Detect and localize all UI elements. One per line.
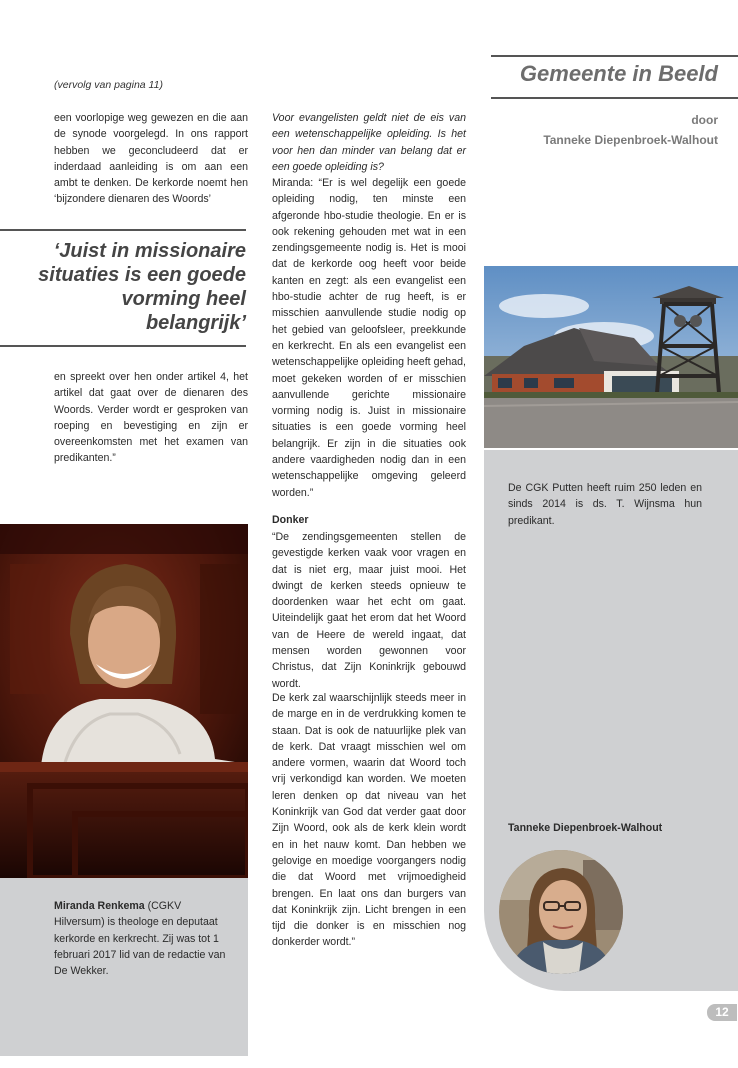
rubric-top-rule xyxy=(491,55,738,57)
rubric-bottom-rule xyxy=(491,97,738,99)
pull-quote: ‘Juist in missionaire situaties is een goede vorming heel belangrijk’ xyxy=(38,240,246,334)
author-caption: Tanneke Diepenbroek-Walhout xyxy=(508,822,663,834)
byline-door: door xyxy=(691,113,718,127)
interview-answer: Miranda: “Er is wel degelijk een goede opleiding nodig, ten minste een afgeronde hbo-studie theologie. En er is ook rekening gehouden met wat in een zendingsgemeente nodig is. Het is mooi dat de kerkorde oog heeft voor beide kanten en zegt: als een evangelist een hbo-studie achter de rug heeft, is er misschien aanvullende studie nodig op het gebied van geloofsleer, preekkunde en kerkrecht. En als een evangelist een wetenschappelijke opleiding heeft gehad, moet gekeken worden of er misschien aanvullende gerichte missionaire vorming nodig is. Juist in missionaire situaties is een goede vorming heel belangrijk. Er zijn in die situaties ook andere vaardigheden nodig dan in een wetenschappelijke omgeving geleerd worden.” xyxy=(272,177,466,499)
byline-author: Tanneke Diepenbroek-Walhout xyxy=(543,133,718,147)
column1-bottom-text: en spreekt over hen onder artikel 4, het artikel dat gaat over de dienaren des Woords. Verder wordt er gesproken van roeping en bevestiging en zijn er overeenkomsten met het examen van predikanten.” xyxy=(54,371,248,465)
column2-paragraph-2: De kerk zal waarschijnlijk steeds meer in de marge en in de verdrukking komen te staan. Dat is ook de natuurlijke plek van de kerk. Dat vraagt misschien wel om andere vormen, waarin dat Woord toch vrij verkondigd kan worden. We moeten leren denken op dat niveau van het Koninkrijk van God dat verder gaat door Zijn Woord, ook als de kerk klein wordt en in het nauw komt. Dan hebben we gelovige en moedige voorgangers nodig die dat Woord met vrijmoedigheid brengen. En laat ons dan burgers van dat Koninkrijk zijn. Licht brengen in een tijd die donker is en misschien nog donkerder wordt.” xyxy=(272,692,466,949)
pull-quote-top-rule xyxy=(0,229,246,231)
caption-left-name: Miranda Renkema xyxy=(54,900,145,912)
portrait-photo xyxy=(0,524,248,878)
continued-note: (vervolg van pagina 11) xyxy=(54,79,163,91)
page-number: 12 xyxy=(707,1004,737,1021)
column2-paragraph-1: “De zendingsgemeenten stellen de gevestigde kerken vaak voor vragen en dat is niet erg, maar juist mooi. Het dwingt de kerken steeds opnieuw te doordenken waar het echt om gaat. Uiteindelijk gaat het erom dat het Woord van de Heere de wereld ingaat, dat mensen worden gewonnen voor Christus, dat Zijn Koninkrijk gebouwd wordt. xyxy=(272,531,466,690)
portrait-photo-image xyxy=(0,524,248,878)
caption-left-text: (CGKV Hilversum) is theologe en deputaat kerkorde en kerkrecht. Zij was tot 1 februari 2017 lid van de redactie van De Wekker. xyxy=(54,900,226,978)
interview-question: Voor evangelisten geldt niet de eis van een wetenschappelijke opleiding. Is het voor hen dan minder van belang dat er een goede opleiding is? xyxy=(272,112,466,173)
column1-top-text: een voorlopige weg gewezen en die aan de synode voorgelegd. In ons rapport hebben we geconcludeerd dat er inderdaad aanleiding is om aan een ambt te denken. De kerkorde noemt hen ‘bijzondere dienaren des Woords’ xyxy=(54,112,248,206)
rubric-title: Gemeente in Beeld xyxy=(519,61,718,86)
author-portrait-image xyxy=(499,850,623,974)
caption-right: De CGK Putten heeft ruim 250 leden en sinds 2014 is ds. T. Wijnsma hun predikant. xyxy=(508,482,702,527)
section-heading: Donker xyxy=(272,514,309,526)
caption-left xyxy=(54,898,226,979)
author-portrait xyxy=(499,850,623,974)
church-photo-image xyxy=(484,266,738,448)
pull-quote-bottom-rule xyxy=(0,345,246,347)
church-photo xyxy=(484,266,738,448)
